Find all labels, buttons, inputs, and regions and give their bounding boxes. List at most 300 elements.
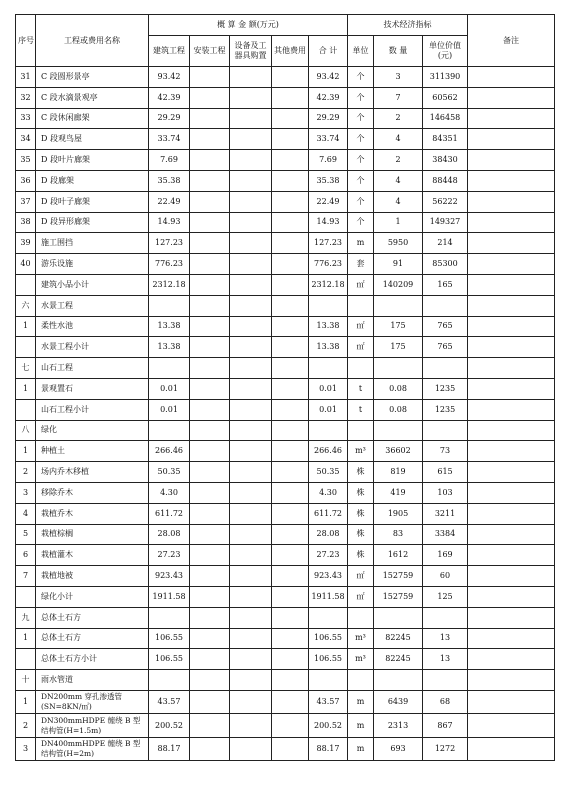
row-unit-price: 165 bbox=[423, 274, 468, 295]
row-name: D 段观鸟屋 bbox=[36, 129, 149, 150]
row-remark bbox=[468, 482, 555, 503]
row-qty: 5950 bbox=[374, 233, 423, 254]
row-other bbox=[272, 295, 309, 316]
row-seq: 31 bbox=[16, 67, 36, 88]
row-name: 总体土石方小计 bbox=[36, 649, 149, 670]
row-other bbox=[272, 524, 309, 545]
row-total bbox=[309, 295, 348, 316]
row-unit-price: 125 bbox=[423, 586, 468, 607]
row-install bbox=[190, 586, 230, 607]
header-remark: 备注 bbox=[468, 15, 555, 67]
row-construction: 1911.58 bbox=[149, 586, 190, 607]
row-install bbox=[190, 462, 230, 483]
row-qty: 7 bbox=[374, 87, 423, 108]
row-install bbox=[190, 649, 230, 670]
row-construction: 33.74 bbox=[149, 129, 190, 150]
row-unit-price: 765 bbox=[423, 316, 468, 337]
row-other bbox=[272, 274, 309, 295]
row-install bbox=[190, 191, 230, 212]
row-remark bbox=[468, 191, 555, 212]
row-qty bbox=[374, 295, 423, 316]
row-total: 14.93 bbox=[309, 212, 348, 233]
row-other bbox=[272, 482, 309, 503]
row-seq: 1 bbox=[16, 316, 36, 337]
row-equipment bbox=[230, 420, 272, 441]
row-construction: 50.35 bbox=[149, 462, 190, 483]
row-name: 栽植乔木 bbox=[36, 503, 149, 524]
row-qty bbox=[374, 607, 423, 628]
row-equipment bbox=[230, 87, 272, 108]
row-other bbox=[272, 316, 309, 337]
row-qty: 175 bbox=[374, 337, 423, 358]
row-construction: 13.38 bbox=[149, 337, 190, 358]
row-remark bbox=[468, 316, 555, 337]
row-unit: m bbox=[348, 714, 374, 738]
row-other bbox=[272, 649, 309, 670]
row-install bbox=[190, 545, 230, 566]
row-unit: ㎡ bbox=[348, 586, 374, 607]
row-total: 28.08 bbox=[309, 524, 348, 545]
row-seq: 1 bbox=[16, 378, 36, 399]
row-qty: 4 bbox=[374, 170, 423, 191]
row-unit bbox=[348, 670, 374, 691]
row-total: 266.46 bbox=[309, 441, 348, 462]
row-qty bbox=[374, 358, 423, 379]
table-row bbox=[16, 462, 555, 483]
row-unit bbox=[348, 358, 374, 379]
header-tech-group: 技术经济指标 bbox=[348, 15, 468, 36]
row-equipment bbox=[230, 737, 272, 761]
row-name: D 段叶片廊架 bbox=[36, 150, 149, 171]
row-equipment bbox=[230, 254, 272, 275]
row-equipment bbox=[230, 67, 272, 88]
row-qty: 175 bbox=[374, 316, 423, 337]
table-row bbox=[16, 545, 555, 566]
row-construction: 611.72 bbox=[149, 503, 190, 524]
row-install bbox=[190, 108, 230, 129]
row-other bbox=[272, 586, 309, 607]
row-seq: 32 bbox=[16, 87, 36, 108]
row-construction: 35.38 bbox=[149, 170, 190, 191]
row-construction: 29.29 bbox=[149, 108, 190, 129]
row-construction: 266.46 bbox=[149, 441, 190, 462]
row-unit: 套 bbox=[348, 254, 374, 275]
row-unit: ㎡ bbox=[348, 274, 374, 295]
row-install bbox=[190, 420, 230, 441]
table-row bbox=[16, 108, 555, 129]
row-other bbox=[272, 441, 309, 462]
row-unit: 个 bbox=[348, 108, 374, 129]
row-qty: 140209 bbox=[374, 274, 423, 295]
table-row bbox=[16, 503, 555, 524]
table-row bbox=[16, 420, 555, 441]
header-qty: 数 量 bbox=[374, 36, 423, 67]
table-row bbox=[16, 274, 555, 295]
row-install bbox=[190, 358, 230, 379]
row-remark bbox=[468, 441, 555, 462]
row-seq: 3 bbox=[16, 737, 36, 761]
row-name: 山石工程小计 bbox=[36, 399, 149, 420]
row-other bbox=[272, 420, 309, 441]
table-row bbox=[16, 191, 555, 212]
row-unit-price: 867 bbox=[423, 714, 468, 738]
row-unit: m³ bbox=[348, 441, 374, 462]
row-name: 栽植地被 bbox=[36, 566, 149, 587]
table-row bbox=[16, 129, 555, 150]
row-unit-price: 84351 bbox=[423, 129, 468, 150]
row-other bbox=[272, 170, 309, 191]
row-equipment bbox=[230, 191, 272, 212]
row-remark bbox=[468, 649, 555, 670]
row-name: DN300mmHDPE 缠绕 B 型结构管(H=1.5m) bbox=[36, 714, 149, 738]
row-install bbox=[190, 737, 230, 761]
row-unit-price: 85300 bbox=[423, 254, 468, 275]
row-qty: 152759 bbox=[374, 566, 423, 587]
table-row bbox=[16, 607, 555, 628]
row-total: 611.72 bbox=[309, 503, 348, 524]
row-remark bbox=[468, 714, 555, 738]
row-seq: 2 bbox=[16, 462, 36, 483]
row-other bbox=[272, 545, 309, 566]
row-total: 29.29 bbox=[309, 108, 348, 129]
row-other bbox=[272, 129, 309, 150]
row-equipment bbox=[230, 274, 272, 295]
row-construction bbox=[149, 420, 190, 441]
row-unit: t bbox=[348, 399, 374, 420]
row-construction: 127.23 bbox=[149, 233, 190, 254]
row-remark bbox=[468, 254, 555, 275]
row-qty: 82245 bbox=[374, 628, 423, 649]
row-name: D 段叶子廊架 bbox=[36, 191, 149, 212]
table-row bbox=[16, 67, 555, 88]
row-install bbox=[190, 566, 230, 587]
row-equipment bbox=[230, 108, 272, 129]
row-unit: 株 bbox=[348, 462, 374, 483]
row-other bbox=[272, 108, 309, 129]
row-name: C 段水滴景观亭 bbox=[36, 87, 149, 108]
row-qty: 0.08 bbox=[374, 378, 423, 399]
row-other bbox=[272, 191, 309, 212]
header-total: 合 计 bbox=[309, 36, 348, 67]
row-unit-price bbox=[423, 420, 468, 441]
row-other bbox=[272, 399, 309, 420]
row-equipment bbox=[230, 503, 272, 524]
row-equipment bbox=[230, 129, 272, 150]
row-unit: t bbox=[348, 378, 374, 399]
row-remark bbox=[468, 628, 555, 649]
row-seq: 1 bbox=[16, 441, 36, 462]
row-qty: 1612 bbox=[374, 545, 423, 566]
row-unit: 个 bbox=[348, 87, 374, 108]
row-remark bbox=[468, 566, 555, 587]
row-install bbox=[190, 170, 230, 191]
row-unit-price: 68 bbox=[423, 690, 468, 714]
row-unit bbox=[348, 295, 374, 316]
table-row bbox=[16, 441, 555, 462]
row-remark bbox=[468, 737, 555, 761]
row-equipment bbox=[230, 670, 272, 691]
row-name: 栽植棕榈 bbox=[36, 524, 149, 545]
row-unit: ㎡ bbox=[348, 337, 374, 358]
row-other bbox=[272, 87, 309, 108]
row-equipment bbox=[230, 150, 272, 171]
row-unit: 个 bbox=[348, 67, 374, 88]
row-install bbox=[190, 607, 230, 628]
row-install bbox=[190, 337, 230, 358]
row-install bbox=[190, 316, 230, 337]
row-seq: 八 bbox=[16, 420, 36, 441]
row-unit: 个 bbox=[348, 191, 374, 212]
row-seq: 3 bbox=[16, 482, 36, 503]
row-unit: 个 bbox=[348, 150, 374, 171]
row-total: 88.17 bbox=[309, 737, 348, 761]
row-install bbox=[190, 628, 230, 649]
row-install bbox=[190, 233, 230, 254]
row-remark bbox=[468, 233, 555, 254]
row-qty: 419 bbox=[374, 482, 423, 503]
header-unit: 单位 bbox=[348, 36, 374, 67]
row-remark bbox=[468, 295, 555, 316]
row-unit-price: 60562 bbox=[423, 87, 468, 108]
table-row bbox=[16, 295, 555, 316]
row-equipment bbox=[230, 295, 272, 316]
row-install bbox=[190, 67, 230, 88]
row-construction: 7.69 bbox=[149, 150, 190, 171]
row-construction: 2312.18 bbox=[149, 274, 190, 295]
row-equipment bbox=[230, 399, 272, 420]
row-name: 总体土石方 bbox=[36, 607, 149, 628]
row-other bbox=[272, 503, 309, 524]
row-seq: 40 bbox=[16, 254, 36, 275]
row-total: 22.49 bbox=[309, 191, 348, 212]
row-qty: 2313 bbox=[374, 714, 423, 738]
row-other bbox=[272, 67, 309, 88]
row-install bbox=[190, 714, 230, 738]
row-install bbox=[190, 441, 230, 462]
row-other bbox=[272, 358, 309, 379]
row-remark bbox=[468, 462, 555, 483]
row-install bbox=[190, 87, 230, 108]
row-remark bbox=[468, 503, 555, 524]
row-equipment bbox=[230, 628, 272, 649]
row-unit-price: 146458 bbox=[423, 108, 468, 129]
row-construction bbox=[149, 358, 190, 379]
row-construction: 4.30 bbox=[149, 482, 190, 503]
row-other bbox=[272, 462, 309, 483]
row-unit: m³ bbox=[348, 649, 374, 670]
row-install bbox=[190, 670, 230, 691]
row-qty: 2 bbox=[374, 150, 423, 171]
row-construction bbox=[149, 607, 190, 628]
row-unit bbox=[348, 607, 374, 628]
row-remark bbox=[468, 545, 555, 566]
table-row bbox=[16, 87, 555, 108]
header-seq: 序号 bbox=[16, 15, 36, 67]
table-row bbox=[16, 524, 555, 545]
table-row bbox=[16, 670, 555, 691]
row-seq: 6 bbox=[16, 545, 36, 566]
row-other bbox=[272, 670, 309, 691]
row-other bbox=[272, 150, 309, 171]
table-row bbox=[16, 170, 555, 191]
row-total: 200.52 bbox=[309, 714, 348, 738]
row-remark bbox=[468, 420, 555, 441]
header-budget-group: 概 算 金 额(万元) bbox=[149, 15, 348, 36]
row-equipment bbox=[230, 586, 272, 607]
row-seq: 2 bbox=[16, 714, 36, 738]
row-unit-price bbox=[423, 358, 468, 379]
row-remark bbox=[468, 108, 555, 129]
row-name: 移除乔木 bbox=[36, 482, 149, 503]
table-row bbox=[16, 233, 555, 254]
row-unit-price: 88448 bbox=[423, 170, 468, 191]
row-unit: m bbox=[348, 233, 374, 254]
row-name: 雨水管道 bbox=[36, 670, 149, 691]
row-total: 7.69 bbox=[309, 150, 348, 171]
row-equipment bbox=[230, 607, 272, 628]
table-row bbox=[16, 649, 555, 670]
row-equipment bbox=[230, 441, 272, 462]
row-other bbox=[272, 212, 309, 233]
row-construction: 13.38 bbox=[149, 316, 190, 337]
row-unit: 株 bbox=[348, 503, 374, 524]
row-seq: 35 bbox=[16, 150, 36, 171]
row-seq: 39 bbox=[16, 233, 36, 254]
row-install bbox=[190, 212, 230, 233]
row-seq: 4 bbox=[16, 503, 36, 524]
row-other bbox=[272, 233, 309, 254]
row-construction: 200.52 bbox=[149, 714, 190, 738]
row-equipment bbox=[230, 649, 272, 670]
row-qty: 0.08 bbox=[374, 399, 423, 420]
row-seq bbox=[16, 399, 36, 420]
row-qty: 6439 bbox=[374, 690, 423, 714]
row-equipment bbox=[230, 337, 272, 358]
row-name: C 段休闲廊架 bbox=[36, 108, 149, 129]
row-other bbox=[272, 254, 309, 275]
row-seq bbox=[16, 337, 36, 358]
row-total: 93.42 bbox=[309, 67, 348, 88]
row-qty: 91 bbox=[374, 254, 423, 275]
row-remark bbox=[468, 170, 555, 191]
row-total: 35.38 bbox=[309, 170, 348, 191]
row-install bbox=[190, 254, 230, 275]
row-seq: 34 bbox=[16, 129, 36, 150]
row-remark bbox=[468, 378, 555, 399]
row-total: 0.01 bbox=[309, 378, 348, 399]
row-seq: 38 bbox=[16, 212, 36, 233]
row-other bbox=[272, 714, 309, 738]
row-seq: 1 bbox=[16, 628, 36, 649]
row-unit-price: 13 bbox=[423, 628, 468, 649]
row-unit-price: 38430 bbox=[423, 150, 468, 171]
row-other bbox=[272, 690, 309, 714]
header-other: 其他费用 bbox=[272, 36, 309, 67]
table-row bbox=[16, 628, 555, 649]
row-equipment bbox=[230, 378, 272, 399]
row-other bbox=[272, 378, 309, 399]
row-total bbox=[309, 607, 348, 628]
row-total: 776.23 bbox=[309, 254, 348, 275]
row-qty bbox=[374, 420, 423, 441]
row-name: 景观置石 bbox=[36, 378, 149, 399]
row-name: 种植土 bbox=[36, 441, 149, 462]
table-row bbox=[16, 316, 555, 337]
row-total bbox=[309, 358, 348, 379]
row-qty: 82245 bbox=[374, 649, 423, 670]
row-construction: 28.08 bbox=[149, 524, 190, 545]
row-install bbox=[190, 150, 230, 171]
row-unit-price: 73 bbox=[423, 441, 468, 462]
row-unit-price bbox=[423, 607, 468, 628]
row-name: 游乐设施 bbox=[36, 254, 149, 275]
row-total bbox=[309, 420, 348, 441]
table-row bbox=[16, 150, 555, 171]
table-row bbox=[16, 212, 555, 233]
row-name: 绿化小计 bbox=[36, 586, 149, 607]
row-total bbox=[309, 670, 348, 691]
row-other bbox=[272, 607, 309, 628]
row-seq: 九 bbox=[16, 607, 36, 628]
row-qty: 819 bbox=[374, 462, 423, 483]
row-equipment bbox=[230, 524, 272, 545]
row-construction: 106.55 bbox=[149, 649, 190, 670]
row-remark bbox=[468, 524, 555, 545]
row-qty: 36602 bbox=[374, 441, 423, 462]
row-equipment bbox=[230, 482, 272, 503]
row-construction: 93.42 bbox=[149, 67, 190, 88]
row-unit: m bbox=[348, 690, 374, 714]
row-total: 0.01 bbox=[309, 399, 348, 420]
row-construction: 0.01 bbox=[149, 378, 190, 399]
row-total: 4.30 bbox=[309, 482, 348, 503]
row-unit-price: 169 bbox=[423, 545, 468, 566]
table-row bbox=[16, 482, 555, 503]
row-remark bbox=[468, 129, 555, 150]
row-construction: 14.93 bbox=[149, 212, 190, 233]
row-remark bbox=[468, 399, 555, 420]
row-unit-price: 3384 bbox=[423, 524, 468, 545]
row-remark bbox=[468, 150, 555, 171]
row-unit-price: 149327 bbox=[423, 212, 468, 233]
row-qty: 152759 bbox=[374, 586, 423, 607]
row-total: 106.55 bbox=[309, 628, 348, 649]
header-equipment: 设备及工器具购置 bbox=[230, 36, 272, 67]
row-seq: 37 bbox=[16, 191, 36, 212]
row-construction bbox=[149, 670, 190, 691]
row-seq: 36 bbox=[16, 170, 36, 191]
row-equipment bbox=[230, 358, 272, 379]
row-other bbox=[272, 337, 309, 358]
row-seq: 十 bbox=[16, 670, 36, 691]
row-total: 27.23 bbox=[309, 545, 348, 566]
row-install bbox=[190, 129, 230, 150]
table-row bbox=[16, 337, 555, 358]
row-unit: m bbox=[348, 737, 374, 761]
row-name: 水景工程 bbox=[36, 295, 149, 316]
row-other bbox=[272, 737, 309, 761]
row-install bbox=[190, 274, 230, 295]
row-unit-price bbox=[423, 295, 468, 316]
row-unit: 个 bbox=[348, 212, 374, 233]
row-unit-price bbox=[423, 670, 468, 691]
row-name: 建筑小品小计 bbox=[36, 274, 149, 295]
table-row bbox=[16, 358, 555, 379]
row-total: 50.35 bbox=[309, 462, 348, 483]
row-name: DN200mm 穿孔渗透管(SN=8KN/㎡) bbox=[36, 690, 149, 714]
row-name: 总体土石方 bbox=[36, 628, 149, 649]
row-unit-price: 765 bbox=[423, 337, 468, 358]
